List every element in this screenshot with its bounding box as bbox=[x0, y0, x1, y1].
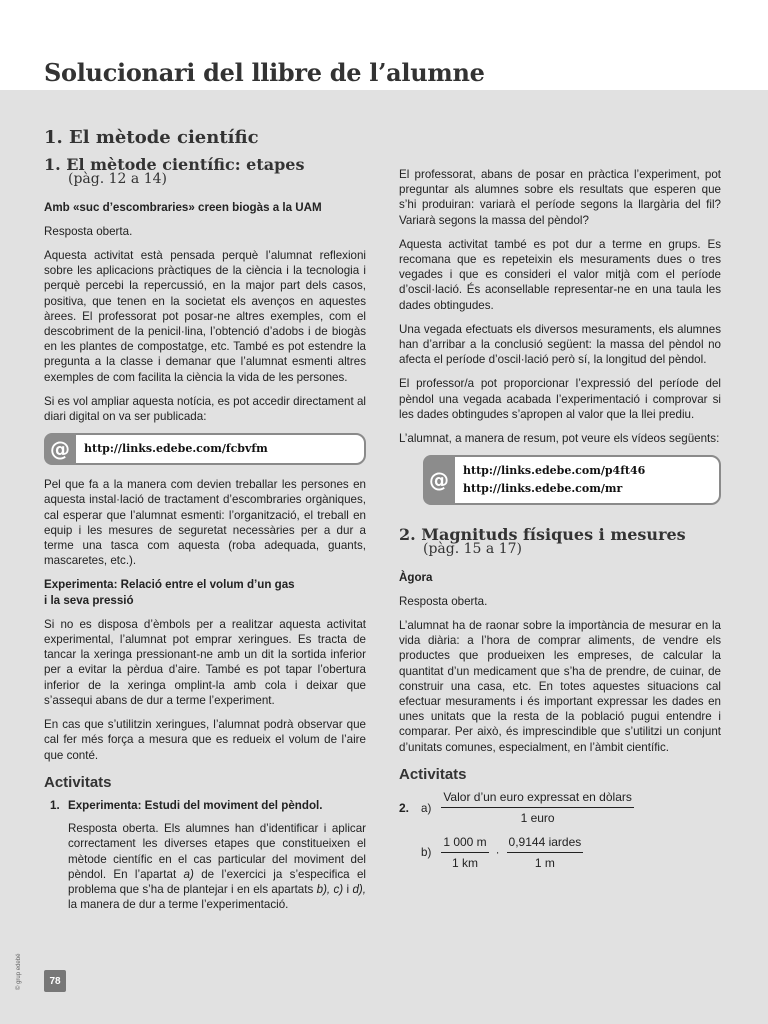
paragraph: Aquesta activitat està pensada perquè l’alumnat reflexioni sobre les aplicacions pràctiques de la ciència i la tecnologia i perquè percebi la repercussió, en la major part dels casos, positiva, que tenen en la societat els avenços en aquestes àrees. El professorat pot posar-ne altres exemples, com el descobriment de la penicil·lina, l’obtenció d’adobs i de biogàs en les plantes de compostatge, etc. També es pot estendre la pregunta a la classe i demanar que l’alumnat esmenti altres exemples de com facilita la ciència la vida de les persones. bbox=[44, 249, 366, 384]
link[interactable]: http://links.edebe.com/fcbvfm bbox=[84, 442, 268, 456]
activities-heading: Activitats bbox=[399, 765, 467, 783]
activity-number: 1. bbox=[50, 798, 60, 812]
exercise-row bbox=[399, 790, 721, 826]
paragraph: L’alumnat, a manera de resum, pot veure els vídeos següents: bbox=[399, 432, 720, 446]
paragraph: Una vegada efectuats els diversos mesuraments, els alumnes han d’arribar a la conclusió següent: la massa del pèndol no afecta el període d’oscil·lació però sí, la longitud del pèndol. bbox=[399, 322, 721, 367]
at-icon: @ bbox=[44, 433, 76, 465]
subheading: Àgora bbox=[399, 570, 433, 584]
link-box bbox=[44, 433, 366, 465]
paragraph: El professor/a pot proporcionar l’expressió del període del pèndol una vegada acabada l’experimentació i comprovar si les dades obtingudes s’apropen al valor que la llei prediu. bbox=[399, 377, 721, 421]
page-title: Solucionari del llibre de l’alumne bbox=[44, 58, 485, 87]
section-title: 2. Magnituds físiques i mesures bbox=[399, 525, 686, 545]
multiply-dot: · bbox=[495, 846, 500, 860]
paragraph: El professorat, abans de posar en pràctica l’experiment, pot preguntar als alumnes sobre els resultats que esperen que s’hi produiran: variarà el període segons la llargària del fil? Variarà segons la massa del pèndol? bbox=[399, 168, 721, 227]
paragraph: Si es vol ampliar aquesta notícia, es pot accedir directament al diari digital on va ser publicada: bbox=[44, 394, 366, 424]
subheading: Experimenta: Relació entre el volum d’un gas i la seva pressió bbox=[44, 578, 295, 607]
fraction: $\frac{1 000 m}{1 km}$ bbox=[443, 834, 487, 870]
fraction: $\frac{\text{Valor d’un euro expressat en dòlars}}{\text{1 euro}}$ bbox=[443, 790, 632, 826]
paragraph: Pel que fa a la manera com devien treballar les persones en aquesta instal·lació de tractament d’escombraries orgàniques, cal esperar que l’alumnat esmenti: l’organització, el treball en equip i les mesures de seguretat necessàries per a dur a terme una tasca com aquesta (roba adequada, guants, mascaretes, etc.). bbox=[44, 478, 366, 568]
paragraph: L’alumnat ha de raonar sobre la importància de mesurar en la vida diària: a l’hora de comprar aliments, de vendre els productes que produeixen les empreses, de calcular la quantitat d’un medicament que s’ha de prendre, de cuinar, de construir una casa, etc. En totes aquestes situacions cal efectuar mesuraments i és important expressar les dades en unes unitats que la resta de la població pugui entendre i comparar. Per això, és imprescindible que s’utilitzi un conjunt d’unitats comunes, especialment, en l’àmbit científic. bbox=[399, 619, 721, 754]
item-label: a) bbox=[421, 801, 432, 815]
chapter-title: 1. El mètode científic bbox=[44, 127, 259, 148]
activity-body: Resposta oberta. Els alumnes han d’identificar i aplicar correctament les diverses etapes que constitueixen el mètode científic en el cas particular del moviment del pèndol. En l’apartat a) de l’exercici ja s’especifica el problema que s’ha de plantejar i en els apartats b), c) i d), la manera de dur a terme l’experimentació. bbox=[68, 822, 366, 912]
paragraph: Resposta oberta. bbox=[44, 224, 133, 238]
section-pages: (pàg. 15 a 17) bbox=[423, 541, 522, 558]
link[interactable]: http://links.edebe.com/mr bbox=[463, 482, 623, 496]
left-column bbox=[44, 127, 366, 921]
link-box bbox=[423, 455, 721, 505]
at-icon: @ bbox=[423, 455, 455, 505]
subheading: Amb «suc d’escombraries» creen biogàs a la UAM bbox=[44, 200, 322, 214]
fraction: $\frac{\text{0,9144 iardes}}{1 m}$ bbox=[508, 834, 582, 870]
right-column bbox=[399, 167, 721, 871]
activity-title: Experimenta: Estudi del moviment del pèndol. bbox=[68, 798, 323, 812]
activities-heading: Activitats bbox=[44, 773, 112, 791]
copyright: © grup edebé bbox=[16, 953, 22, 990]
paragraph: En cas que s’utilitzin xeringues, l’alumnat podrà observar que cal fer més força a mesura que es redueix el volum de l’aire que conté. bbox=[44, 718, 366, 762]
paragraph: Resposta oberta. bbox=[399, 594, 488, 608]
page-number: 78 bbox=[44, 970, 66, 992]
activity-item bbox=[50, 798, 366, 821]
exercise-row bbox=[399, 835, 721, 871]
section-title: 1. El mètode científic: etapes bbox=[44, 155, 305, 175]
item-label: b) bbox=[421, 846, 432, 860]
section-pages: (pàg. 12 a 14) bbox=[68, 171, 167, 188]
paragraph: Si no es disposa d’èmbols per a realitzar aquesta activitat experimental, l’alumnat pot emprar xeringues. Es tracta de tancar la xeringa pressionant-ne amb un dit la sortida inferior per a evitar la pèrdua d’aire. També es pot tapar l’obertura inferior de la xeringa omplint-la amb cola i deixar que s’assequi abans de dur a terme l’experiment. bbox=[44, 617, 366, 707]
link[interactable]: http://links.edebe.com/p4ft46 bbox=[463, 464, 646, 478]
paragraph: Aquesta activitat també es pot dur a terme en grups. Es recomana que es repeteixin els mesuraments dues o tres vegades i que es consideri el valor mitjà com el període d’oscil·lació. És aconsellable representar-ne en una taula les dades obtingudes. bbox=[399, 237, 721, 312]
exercise-number: 2. bbox=[399, 800, 410, 815]
